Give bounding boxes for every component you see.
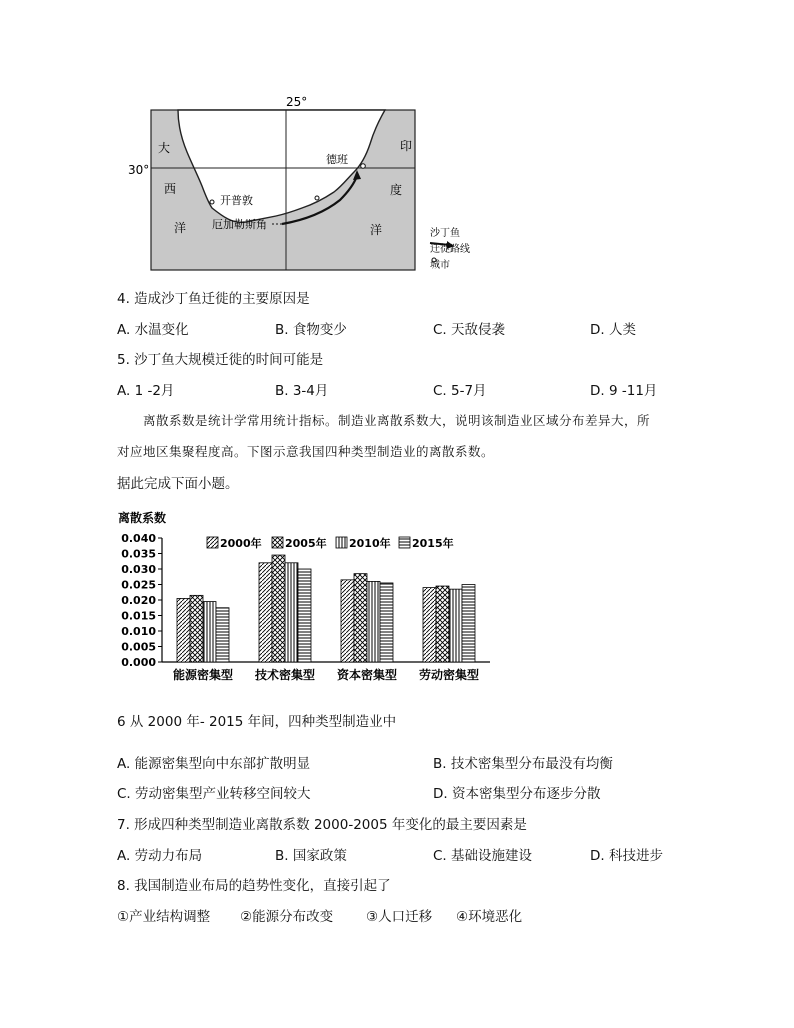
- q8-item-4: ④环境恶化: [456, 909, 523, 925]
- bar: [462, 585, 475, 663]
- city-capetown-marker: [210, 200, 214, 204]
- q4-option-c: C. 天敌侵袭: [433, 322, 506, 338]
- q4-option-a: A. 水温变化: [117, 322, 189, 338]
- q4-option-b: B. 食物变少: [275, 322, 347, 338]
- intro-line-1: 离散系数是统计学常用统计指标。制造业离散系数大，说明该制造业区域分布差异大，所: [143, 413, 651, 428]
- bar: [285, 563, 298, 662]
- longitude-label: 25°: [286, 95, 308, 109]
- y-tick-label: 0.010: [121, 625, 156, 638]
- y-tick-label: 0.025: [121, 578, 156, 592]
- label-atlantic-1: 大: [158, 141, 171, 155]
- y-tick-label: 0.005: [121, 640, 156, 654]
- q7-option-a: A. 劳动力布局: [117, 848, 203, 864]
- bar: [216, 608, 229, 662]
- legend-city-label: 城市: [430, 260, 450, 271]
- y-tick-label: 0.030: [121, 563, 156, 576]
- label-durban: 德班: [326, 153, 348, 166]
- bar: [177, 598, 190, 662]
- chart-ylabel: 离散系数: [118, 511, 167, 525]
- bar: [367, 581, 380, 662]
- q8-item-1: ①产业结构调整: [117, 909, 211, 925]
- bar: [272, 555, 285, 662]
- q6-stem: 6 从 2000 年- 2015 年间，四种类型制造业中: [117, 714, 397, 730]
- q6-option-a: A. 能源密集型向中东部扩散明显: [117, 756, 311, 772]
- q4-stem: 4. 造成沙丁鱼迁徙的主要原因是: [117, 291, 310, 307]
- label-indian-2: 度: [390, 183, 403, 197]
- intro-line-2: 对应地区集聚程度高。下图示意我国四种类型制造业的离散系数。: [117, 444, 495, 459]
- y-tick-label: 0.035: [121, 547, 156, 561]
- city-marker: [315, 196, 319, 200]
- label-indian-1: 印: [400, 139, 413, 153]
- bar: [298, 569, 311, 662]
- q5-option-b: B. 3-4月: [275, 383, 329, 399]
- bar: [436, 586, 449, 662]
- bar: [380, 583, 393, 662]
- legend-route-label-1: 沙丁鱼: [430, 228, 460, 239]
- map-figure: [120, 92, 520, 282]
- legend-label: 2010年: [349, 537, 391, 550]
- q7-option-c: C. 基础设施建设: [433, 848, 533, 864]
- y-tick-label: 0.015: [121, 609, 156, 623]
- q5-option-c: C. 5-7月: [433, 383, 487, 399]
- y-tick-label: 0.040: [121, 532, 156, 545]
- bar: [190, 595, 203, 662]
- category-label: 劳动密集型: [418, 668, 480, 682]
- q6-option-d: D. 资本密集型分布逐步分散: [433, 786, 601, 802]
- q7-option-b: B. 国家政策: [275, 848, 347, 864]
- bar: [449, 589, 462, 662]
- legend-swatch: [336, 537, 347, 548]
- dispersion-chart: [110, 505, 510, 690]
- legend-swatch: [207, 537, 218, 548]
- q5-stem: 5. 沙丁鱼大规模迁徙的时间可能是: [117, 352, 324, 368]
- y-tick-label: 0.020: [121, 594, 156, 607]
- y-tick-label: 0.000: [121, 656, 156, 669]
- bar: [423, 588, 436, 662]
- intro-line-3: 据此完成下面小题。: [117, 476, 239, 492]
- bar: [259, 563, 272, 662]
- q8-item-3: ③人口迁移: [366, 909, 433, 925]
- category-label: 技术密集型: [254, 668, 316, 682]
- label-atlantic-3: 洋: [174, 221, 187, 235]
- legend-label: 2015年: [412, 537, 454, 550]
- q6-option-c: C. 劳动密集型产业转移空间较大: [117, 786, 311, 802]
- q5-option-d: D. 9 -11月: [590, 383, 658, 399]
- legend-route-label-2: 迁徙路线: [430, 244, 470, 255]
- bar: [354, 574, 367, 662]
- q5-option-a: A. 1 -2月: [117, 383, 175, 399]
- q6-option-b: B. 技术密集型分布最没有均衡: [433, 756, 613, 772]
- bar: [341, 580, 354, 662]
- q8-stem: 8. 我国制造业布局的趋势性变化，直接引起了: [117, 878, 391, 894]
- latitude-label: 30°: [128, 163, 150, 177]
- legend-label: 2005年: [285, 537, 327, 550]
- q7-option-d: D. 科技进步: [590, 848, 663, 864]
- label-cape-agulhas: 厄加勒斯角: [212, 218, 267, 231]
- label-atlantic-2: 西: [164, 182, 177, 196]
- q8-item-2: ②能源分布改变: [240, 909, 334, 925]
- category-label: 能源密集型: [172, 668, 234, 682]
- q4-option-d: D. 人类: [590, 322, 636, 338]
- bar: [203, 602, 216, 662]
- legend-label: 2000年: [220, 537, 262, 550]
- q7-stem: 7. 形成四种类型制造业离散系数 2000-2005 年变化的最主要因素是: [117, 817, 527, 833]
- city-durban-marker: [361, 164, 366, 169]
- label-capetown: 开普敦: [220, 194, 253, 207]
- category-label: 资本密集型: [336, 668, 398, 682]
- label-indian-3: 洋: [370, 223, 383, 237]
- legend-swatch: [272, 537, 283, 548]
- legend-swatch: [399, 537, 410, 548]
